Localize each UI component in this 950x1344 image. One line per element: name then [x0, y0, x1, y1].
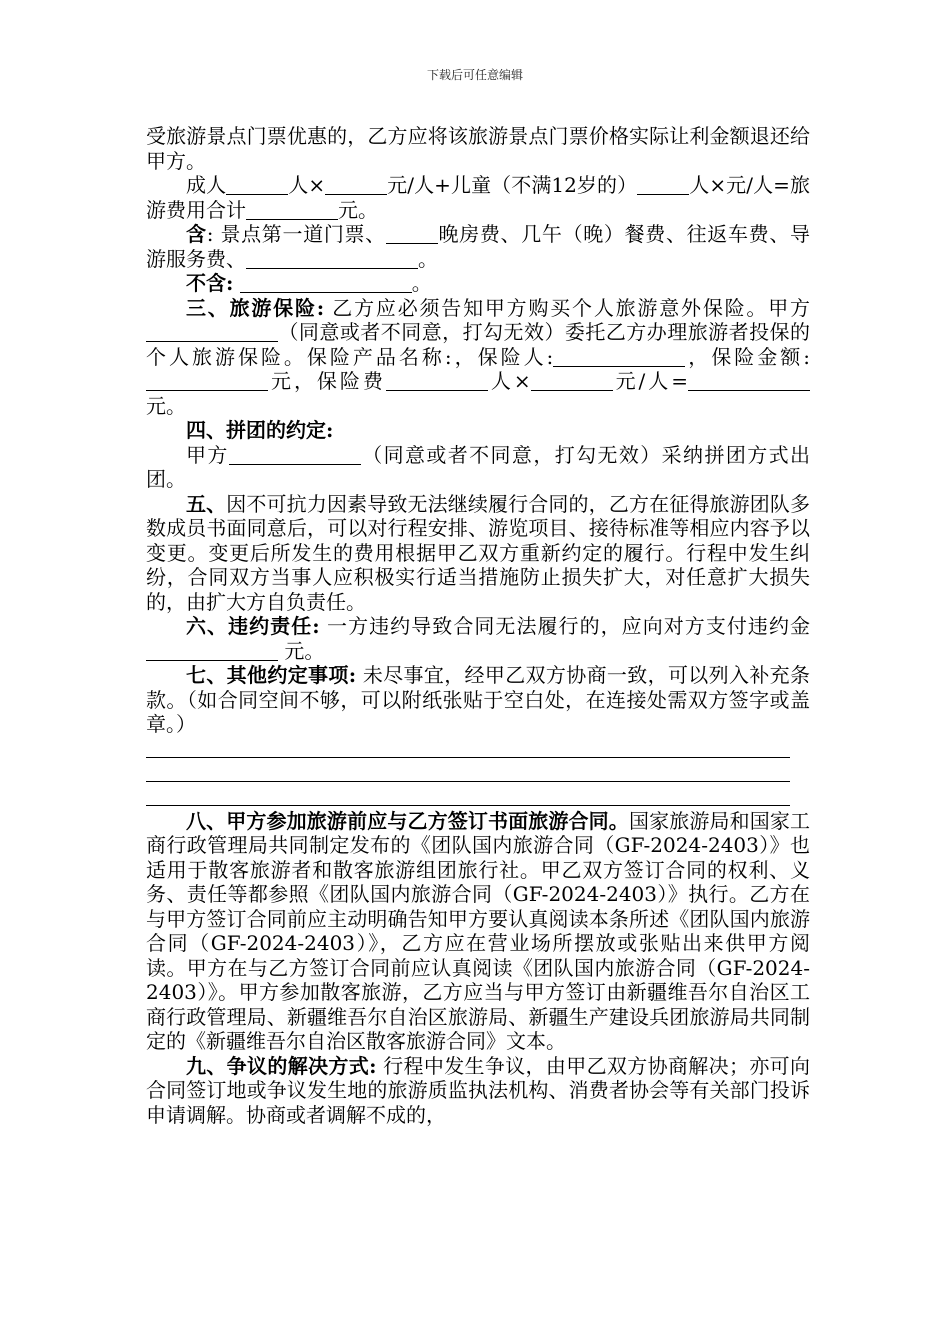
written-contract-title: 八、甲方参加旅游前应与乙方签订书面旅游合同。: [186, 808, 629, 833]
paragraph-excluded: [146, 271, 810, 296]
paragraph-force-majeure: [146, 492, 810, 615]
insurance-text-e: 元，保险费: [268, 369, 386, 393]
insurance-text-b: （同意或者不同意，打勾无效）委托乙方办理旅游者投保的个人旅游保险。保险产品名称:: [146, 320, 810, 369]
paragraph-discount: 受旅游景点门票优惠的，乙方应将该旅游景点门票价格实际让利金额退还给甲方。: [146, 124, 810, 173]
dispute-text: 行程中发生争议，由甲乙双方协商解决；亦可向合同签订地或争议发生地的旅游质监执法机构、消费者协会等有关部门投诉申请调解。协商或者调解不成的，: [146, 1053, 811, 1127]
insurer-blank[interactable]: [553, 346, 685, 367]
breach-title: 六、违约责任:: [186, 614, 320, 638]
breach-text-a: 一方违约导致合同无法履行的，应向对方支付违约金: [319, 614, 811, 638]
insurance-text-c: ，保险人:: [451, 344, 554, 369]
group-text-a: 甲方: [186, 442, 229, 467]
excluded-blank[interactable]: [240, 272, 412, 293]
insurance-text-a: 乙方应必须告知甲方购买个人旅游意外保险。甲方: [324, 295, 810, 320]
paragraph-written-contract: [146, 809, 810, 1054]
fee-text-c: 元/人+儿童（不满12岁的）: [387, 173, 638, 197]
paragraph-insurance: [146, 296, 810, 419]
adult-count-blank[interactable]: [226, 174, 288, 195]
premium-count-blank[interactable]: [386, 370, 488, 391]
insurance-text-g: 元/人=: [612, 369, 689, 393]
excluded-label: 不含:: [186, 271, 234, 295]
insurance-title: 三、旅游保险:: [186, 295, 325, 320]
included-label: 含: [186, 222, 207, 246]
included-other-blank[interactable]: [246, 248, 418, 269]
group-section-title: 四、拼团的约定:: [186, 418, 334, 442]
total-fee-blank[interactable]: [246, 199, 338, 220]
dispute-title: 九、争议的解决方式:: [186, 1053, 377, 1078]
premium-total-blank[interactable]: [688, 370, 810, 391]
paragraph-dispute: [146, 1054, 810, 1128]
page-header: 下载后可任意编辑: [426, 68, 523, 82]
insurance-text-f: 人×: [487, 369, 531, 393]
adult-label: 成人: [186, 173, 227, 197]
fee-text-b: 人×: [288, 173, 326, 197]
other-terms-text: 未尽事宜，经甲乙双方协商一致，可以列入补充条款。（如合同空间不够，可以附纸张贴于空白处，在连接处需双方签字或盖章。）: [146, 663, 810, 736]
insurance-text-d: ，保险金额:: [685, 344, 810, 369]
penalty-blank[interactable]: [146, 640, 278, 661]
paragraph-other-terms: [146, 663, 810, 737]
breach-text-b: 元。: [278, 638, 325, 663]
contract-body: [146, 124, 810, 1127]
fee-text-d: 人×元/人=旅游费用合计: [146, 173, 810, 222]
fee-text-e: 元。: [338, 197, 378, 222]
insurance-consent-blank[interactable]: [146, 321, 278, 342]
insured-amount-blank[interactable]: [146, 370, 268, 391]
insurance-text-h: 元。: [146, 393, 186, 418]
excluded-end: 。: [411, 271, 432, 295]
paragraph-group: [146, 443, 810, 492]
force-majeure-title: 五、: [186, 491, 227, 516]
written-contract-text: 国家旅游局和国家工商行政管理局共同制定发布的《团队国内旅游合同（GF-2024-2403）》也适用于散客旅游者和散客旅游组团旅行社。甲乙双方签订合同的权利、义务、责任等都参照《团队国内旅游合同（GF-2024-2403）》执行。乙方在与甲方签订合同前应主动明确告知甲方要认真阅读本条所述《团队国内旅游合同（GF-2024-2403）》，乙方应在营业场所摆放或张贴出来供甲方阅读。甲方在与乙方签订合同前应认真阅读《团队国内旅游合同（GF-2024-2403）》。甲方参加散客旅游，乙方应当与甲方签订由新疆维吾尔自治区工商行政管理局、新疆维吾尔自治区旅游局、新疆生产建设兵团旅游局共同制定的《新疆维吾尔自治区散客旅游合同》文本。: [146, 808, 811, 1053]
paragraph-breach: [146, 614, 810, 663]
child-count-blank[interactable]: [637, 174, 689, 195]
included-text-b: 晚房费、几午（晚）餐费、往返车费、导游服务费、: [146, 222, 811, 271]
paragraph-fee-calc: [146, 173, 810, 222]
included-text-c: 。: [418, 246, 438, 271]
included-text-a: : 景点第一道门票、: [206, 222, 386, 246]
nights-blank[interactable]: [386, 223, 438, 244]
group-consent-blank[interactable]: [229, 444, 361, 465]
paragraph-included: [146, 222, 810, 271]
force-majeure-text: 因不可抗力因素导致无法继续履行合同的，乙方在征得旅游团队多数成员书面同意后，可以对行程安排、游览项目、接待标准等相应内容予以变更。变更后所发生的费用根据甲乙双方重新约定的履行。行程中发生纠纷，合同双方当事人应积极实行适当措施防止损失扩大，对任意扩大损失的，由扩大方自负责任。: [146, 491, 811, 614]
adult-price-blank[interactable]: [325, 174, 387, 195]
other-terms-title: 七、其他约定事项:: [186, 663, 357, 687]
group-text-b: （同意或者不同意，打勾无效）采纳拼团方式出团。: [146, 442, 811, 491]
premium-price-blank[interactable]: [531, 370, 613, 391]
